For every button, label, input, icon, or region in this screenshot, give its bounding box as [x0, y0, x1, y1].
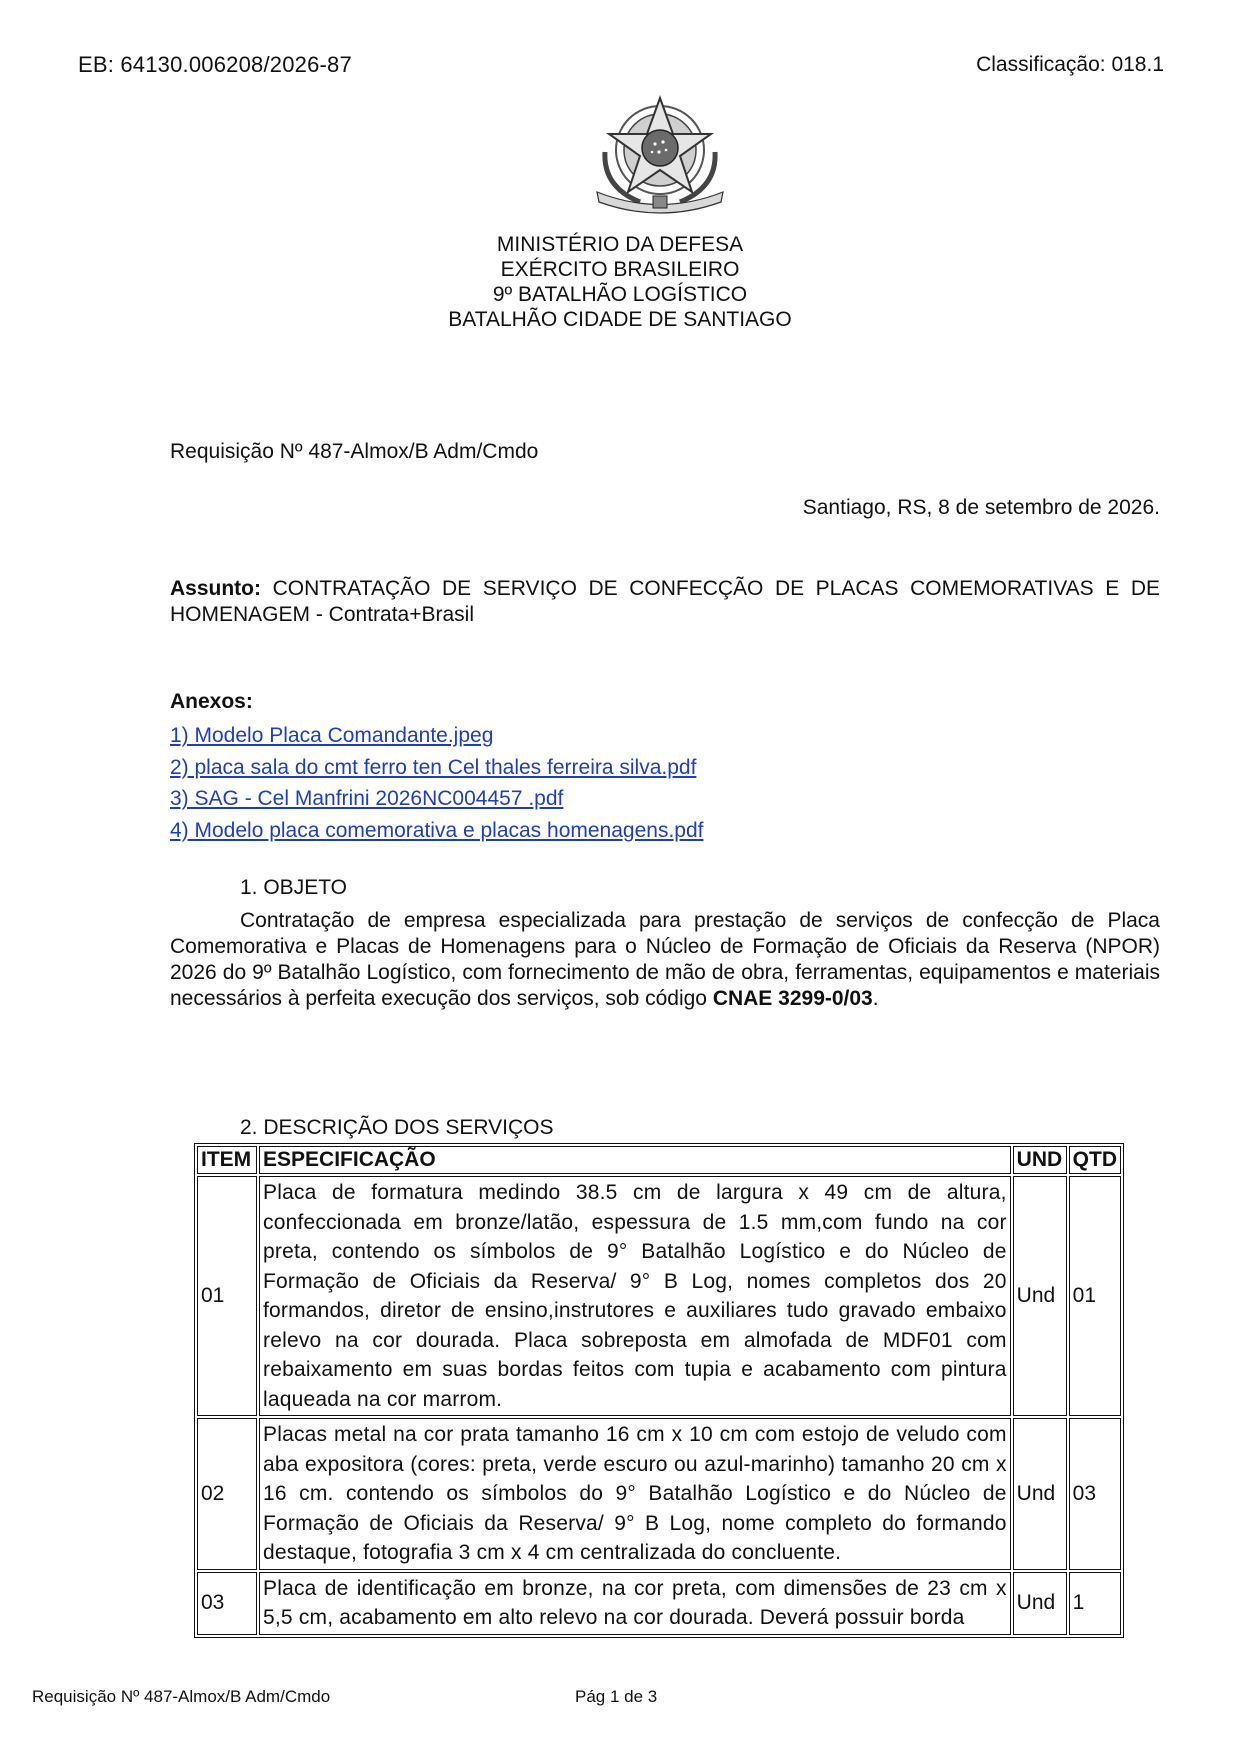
section-1-body: [170, 908, 1160, 1012]
qtd-cell: 01: [1069, 1176, 1121, 1416]
classification: Classificação: 018.1: [976, 53, 1164, 76]
object-text: Contratação de empresa especializada para prestação de serviços de confecção de Placa Comemorativa e Placas de Homenagens para o Núcleo de Formação de Oficiais da Reserva (NPOR) 2026 do 9º Batalhão Logístico, com fornecimento de mão de obra, ferramentas, equipamentos e materiais necessários à perfeita execução dos serviços, sob código: [170, 909, 1160, 1010]
und-cell: Und: [1013, 1572, 1067, 1635]
header-item: ITEM: [197, 1146, 257, 1174]
qtd-cell: 03: [1069, 1418, 1121, 1570]
und-cell: Und: [1013, 1176, 1067, 1416]
table-row: [197, 1176, 1121, 1416]
section-2-title: 2. DESCRIÇÃO DOS SERVIÇOS: [240, 1116, 554, 1139]
subject: [170, 576, 1160, 628]
section-1-title: 1. OBJETO: [240, 876, 347, 899]
org-line: EXÉRCITO BRASILEIRO: [500, 258, 740, 281]
annex-link[interactable]: 4) Modelo placa comemorativa e placas homenagens.pdf: [170, 818, 704, 842]
page-number: Pág 1 de 3: [575, 1687, 658, 1706]
header-spec: ESPECIFICAÇÃO: [259, 1146, 1011, 1174]
org-line: BATALHÃO CIDADE DE SANTIAGO: [448, 308, 792, 331]
org-line: 9º BATALHÃO LOGÍSTICO: [492, 283, 748, 306]
object-end: .: [872, 987, 879, 1010]
footer-requisition: Requisição Nº 487-Almox/B Adm/Cmdo: [32, 1687, 331, 1706]
date-line: Santiago, RS, 8 de setembro de 2026.: [802, 496, 1160, 519]
requisition-number: Requisição Nº 487-Almox/B Adm/Cmdo: [170, 440, 539, 463]
annex-link[interactable]: 2) placa sala do cmt ferro ten Cel thales ferreira silva.pdf: [170, 755, 697, 779]
table-row: [197, 1418, 1121, 1570]
services-table: [194, 1143, 1124, 1638]
subject-label: Assunto:: [170, 577, 261, 600]
header-und: UND: [1013, 1146, 1067, 1174]
subject-text: CONTRATAÇÃO DE SERVIÇO DE CONFECÇÃO DE PLACAS COMEMORATIVAS E DE HOMENAGEM - Contrata+Brasil: [170, 577, 1160, 626]
spec-cell: Placas metal na cor prata tamanho 16 cm x 10 cm com estojo de veludo com aba expositora (cores: preta, verde escuro ou azul-marinho) tamanho 20 cm x 16 cm. contendo os símbolos do 9° Batalhão Logístico e do Núcleo de Formação de Oficiais da Reserva/ 9° B Log, nome completo do formando destaque, fotografia 3 cm x 4 cm centralizada do concluente.: [259, 1418, 1011, 1570]
org-line: MINISTÉRIO DA DEFESA: [496, 233, 744, 256]
annexes-title: Anexos:: [170, 690, 253, 713]
item-cell: 02: [197, 1418, 257, 1570]
table-header-row: [197, 1146, 1121, 1174]
process-number: EB: 64130.006208/2026-87: [78, 52, 352, 77]
table-row: [197, 1572, 1121, 1635]
item-cell: 03: [197, 1572, 257, 1635]
spec-cell: Placa de formatura medindo 38.5 cm de largura x 49 cm de altura, confeccionada em bronze/latão, espessura de 1.5 mm,com fundo na cor preta, contendo os símbolos de 9° Batalhão Logístico e do Núcleo de Formação de Oficiais da Reserva/ 9° B Log, nomes completos dos 20 formandos, diretor de ensino,instrutores e auxiliares tudo gravado embaixo relevo na cor dourada. Placa sobreposta em almofada de MDF01 com rebaixamento em suas bordas feitos com tupia e acabamento com pintura laqueada na cor marrom.: [259, 1176, 1011, 1416]
coat-of-arms-emblem: [585, 92, 735, 220]
cnae-code: CNAE 3299-0/03: [712, 987, 873, 1010]
organization-header: [0, 232, 1240, 332]
qtd-cell: 1: [1069, 1572, 1121, 1635]
annex-list: [170, 720, 703, 846]
annex-link[interactable]: 3) SAG - Cel Manfrini 2026NC004457 .pdf: [170, 787, 564, 810]
annex-link[interactable]: 1) Modelo Placa Comandante.jpeg: [170, 724, 494, 747]
item-cell: 01: [197, 1176, 257, 1416]
header-qtd: QTD: [1069, 1146, 1121, 1174]
und-cell: Und: [1013, 1418, 1067, 1570]
spec-cell: Placa de identificação em bronze, na cor preta, com dimensões de 23 cm x 5,5 cm, acabamento em alto relevo na cor dourada. Deverá possuir borda: [259, 1572, 1011, 1635]
